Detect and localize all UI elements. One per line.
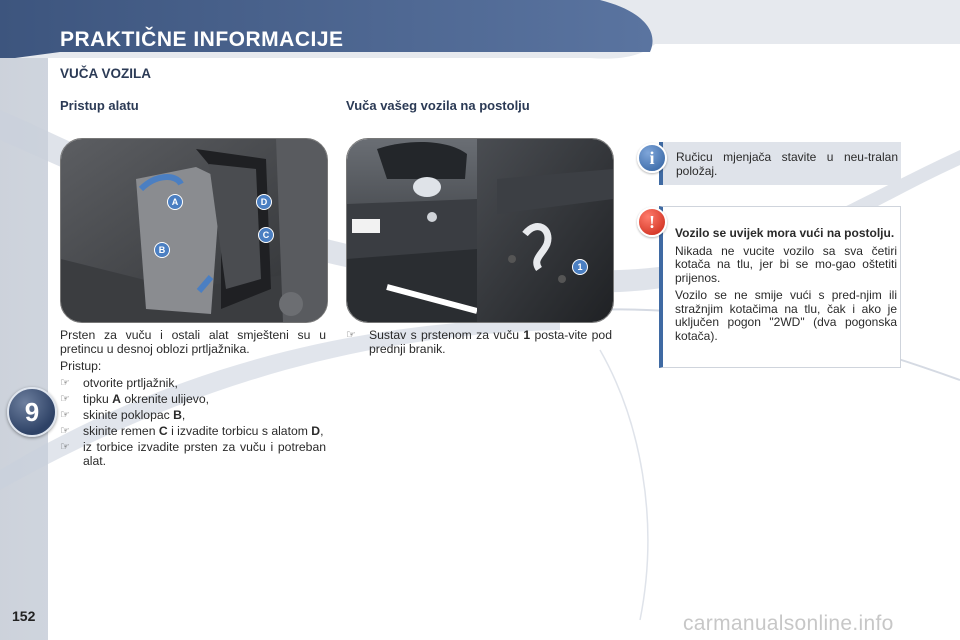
- bumper-photo: [346, 138, 614, 323]
- left-label: Pristup:: [60, 359, 102, 373]
- list-item: ☞ otvorite prtljažnik,: [60, 376, 178, 390]
- image-label-1: 1: [572, 259, 588, 275]
- bumper-illustration: [347, 139, 613, 322]
- watermark-text: carmanualsonline.info: [683, 612, 894, 635]
- hand-pointer-icon: ☞: [346, 329, 356, 341]
- list-item: ☞ skinite remen C i izvadite torbicu s alatom D,: [60, 424, 324, 438]
- hand-pointer-icon: ☞: [60, 377, 70, 389]
- left-subtitle: Pristup alatu: [60, 98, 139, 113]
- warning-content: [675, 227, 897, 347]
- left-intro: Prsten za vuču i ostali alat smješteni su u pretincu u desnoj oblozi prtljažnika.: [60, 328, 326, 356]
- list-item: ☞ tipku A okrenite ulijevo,: [60, 392, 210, 406]
- info-box: [659, 142, 901, 185]
- trunk-illustration: [61, 139, 327, 322]
- image-label-a: A: [167, 194, 183, 210]
- middle-subtitle: Vuča vašeg vozila na postolju: [346, 98, 530, 113]
- warning-paragraph-2: Vozilo se ne smije vući s pred-njim ili stražnjim kotačima na tlu, čak i ako je uključen pogon "2WD" (dva pogonska kotača).: [675, 288, 897, 343]
- left-body: [60, 328, 326, 470]
- list-item: ☞ iz torbice izvadite prsten za vuču i potreban alat.: [60, 440, 326, 468]
- info-icon: i: [637, 143, 667, 173]
- image-label-c: C: [258, 227, 274, 243]
- warning-icon: !: [637, 207, 667, 237]
- hand-pointer-icon: ☞: [60, 393, 70, 405]
- trunk-photo: [60, 138, 328, 323]
- warning-paragraph-1: Nikada ne vucite vozilo sa sva četiri kotača na tlu, jer bi se mo-gao oštetiti prijenos.: [675, 243, 897, 285]
- middle-body: [346, 328, 612, 358]
- hand-pointer-icon: ☞: [60, 425, 70, 437]
- chapter-number-badge: 9: [7, 387, 57, 437]
- hand-pointer-icon: ☞: [60, 441, 70, 453]
- list-item: ☞ skinite poklopac B,: [60, 408, 186, 422]
- section-title: VUČA VOZILA: [60, 66, 151, 81]
- page-header-title: PRAKTIČNE INFORMACIJE: [60, 28, 344, 51]
- left-steps-list: [60, 376, 326, 468]
- page-number: 152: [12, 608, 36, 624]
- hand-pointer-icon: ☞: [60, 409, 70, 421]
- image-label-b: B: [154, 242, 170, 258]
- middle-steps-list: [346, 328, 612, 356]
- image-label-d: D: [256, 194, 272, 210]
- warning-title: Vozilo se uvijek mora vući na postolju.: [675, 226, 895, 240]
- list-item: ☞ Sustav s prstenom za vuču 1 posta-vite pod prednji branik.: [346, 328, 612, 356]
- warning-box: [659, 206, 901, 368]
- info-text: Ručicu mjenjača stavite u neu-tralan položaj.: [676, 150, 898, 178]
